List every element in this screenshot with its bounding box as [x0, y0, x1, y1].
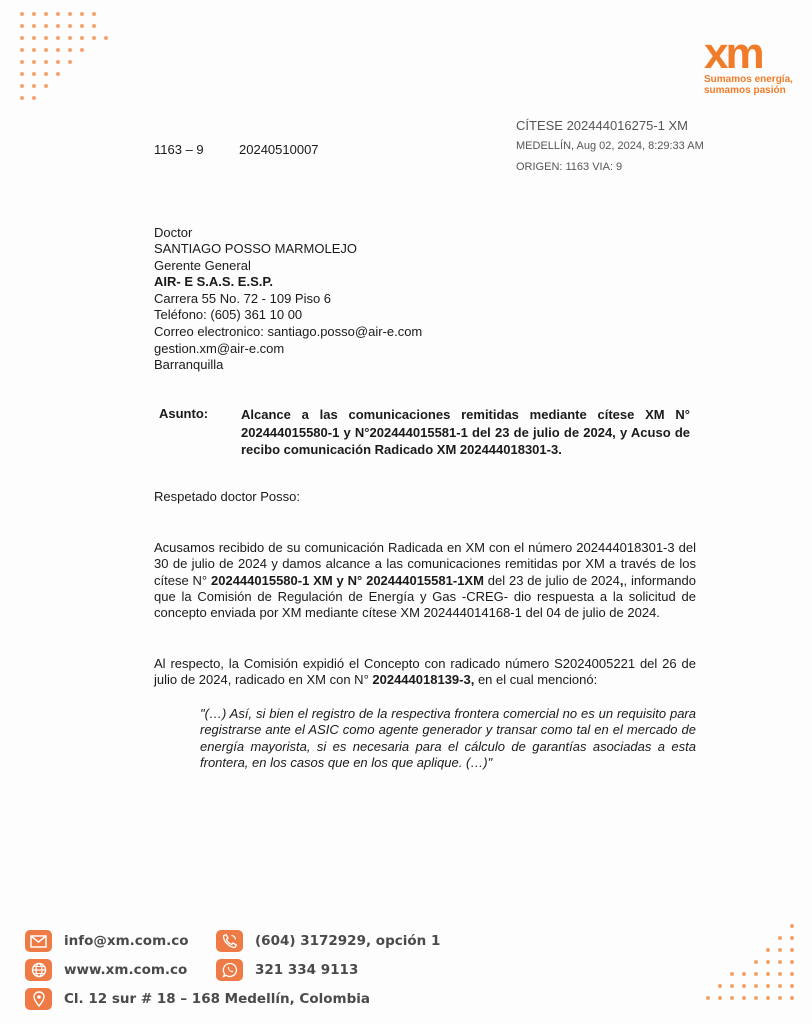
whatsapp-icon [216, 959, 243, 981]
phone-icon [216, 930, 243, 952]
reference-code: 1163 – 9 [154, 142, 204, 157]
paragraph-2-text-b: en el cual mencionó: [474, 672, 598, 688]
footer-web-text: www.xm.com.co [64, 962, 188, 978]
reference-number: 20240510007 [239, 142, 319, 157]
footer-email-text: info@xm.com.co [64, 933, 189, 949]
logo-tagline-2: sumamos pasión [704, 85, 786, 96]
footer-whatsapp[interactable] [216, 959, 358, 981]
citese-stamp: CÍTESE 202444016275-1 XM [516, 118, 688, 133]
addressee-city: Barranquilla [154, 357, 224, 372]
city-date-stamp: MEDELLÍN, Aug 02, 2024, 8:29:33 AM [516, 140, 704, 152]
footer-address [25, 988, 370, 1010]
footer-address-text: Cl. 12 sur # 18 – 168 Medellín, Colombia [64, 991, 370, 1007]
addressee-email: Correo electronico: santiago.posso@air-e.com [154, 324, 423, 339]
paragraph-1-citese-refs: 202444015580-1 XM y N° 202444015581-1XM [211, 572, 484, 588]
addressee-name: SANTIAGO POSSO MARMOLEJO [154, 241, 357, 256]
globe-icon [25, 959, 52, 981]
paragraph-1-text-b: del 23 de julio de 2024 [483, 572, 620, 588]
location-pin-icon [25, 988, 52, 1010]
xm-logo [704, 29, 796, 96]
footer-email[interactable] [25, 930, 189, 952]
footer-phone-text: (604) 3172929, opción 1 [255, 933, 441, 949]
paragraph-2-text-a: Al respecto, la Comisión expidió el Concepto con radicado número S2024005221 del 26 de julio de 2024, radicado en XM con N° [154, 656, 696, 688]
subject-text: Alcance a las comunicaciones remitidas mediante cítese XM N° 202444015580-1 y N°202444015581-1 del 23 de julio de 2024, y Acuso de recibo comunicación Radicado XM 202444018301-3. [241, 407, 690, 457]
addressee-phone: Teléfono: (605) 361 10 00 [154, 307, 303, 322]
addressee-email-2: gestion.xm@air-e.com [154, 341, 285, 356]
greeting: Respetado doctor Posso: [154, 489, 300, 504]
top-left-dot-pattern [18, 10, 118, 110]
paragraph-1-text-c: , informando que la Comisión de Regulación de Energía y Gas -CREG- dio respuesta a la solicitud de concepto enviada por XM mediante cítese XM 202444014168-1 del 04 de julio de 2024. [154, 572, 696, 621]
paragraph-1-text-a: Acusamos recibido de su comunicación Radicada en XM con el número 202444018301-3 del 30 de julio de 2024 y damos alcance a las comunicaciones remitidas por XM a través de los cítese N° [154, 540, 696, 588]
paragraph-1: Acusamos recibido de su comunicación Radicada en XM con el número 202444018301-3 del 30 de julio de 2024 y damos alcance a las comunicaciones remitidas por XM a través de los cítese N° 202444015580-1 XM y N° 202444015581-1XM del 23 de julio de 2024,, informando que la Comisión de Regulación de Energía y Gas -CREG- dio respuesta a la solicitud de concepto enviada por XM mediante cítese XM 202444014168-1 del 04 de julio de 2024. [154, 540, 696, 621]
addressee-title: Doctor [154, 225, 193, 240]
footer-phone[interactable] [216, 930, 440, 952]
logo-tagline-1: Sumamos energía, [704, 74, 793, 85]
addressee-address: Carrera 55 No. 72 - 109 Piso 6 [154, 291, 332, 306]
origin-stamp: ORIGEN: 1163 VIA: 9 [516, 161, 623, 173]
paragraph-2 [154, 656, 696, 689]
concept-quote: "(…) Así, si bien el registro de la respectiva frontera comercial no es un requisito para registrarse ante el ASIC como agente generador y transar como tal en el mercado de energía mayorista, si es necesaria para el cálculo de garantías asociadas a esta frontera, en los casos que en los que aplique. (…)" [200, 706, 696, 770]
addressee-position: Gerente General [154, 258, 251, 273]
footer-web[interactable] [25, 959, 187, 981]
addressee-company: AIR- E S.A.S. E.S.P. [154, 274, 273, 289]
bottom-right-dot-pattern [700, 920, 800, 1010]
subject-label: Asunto: [159, 406, 209, 421]
mail-icon [25, 930, 52, 952]
paragraph-2-radicado: 202444018139-3, [372, 672, 475, 688]
footer-whatsapp-text: 321 334 9113 [255, 962, 359, 978]
logo-mark: xm [704, 29, 762, 78]
